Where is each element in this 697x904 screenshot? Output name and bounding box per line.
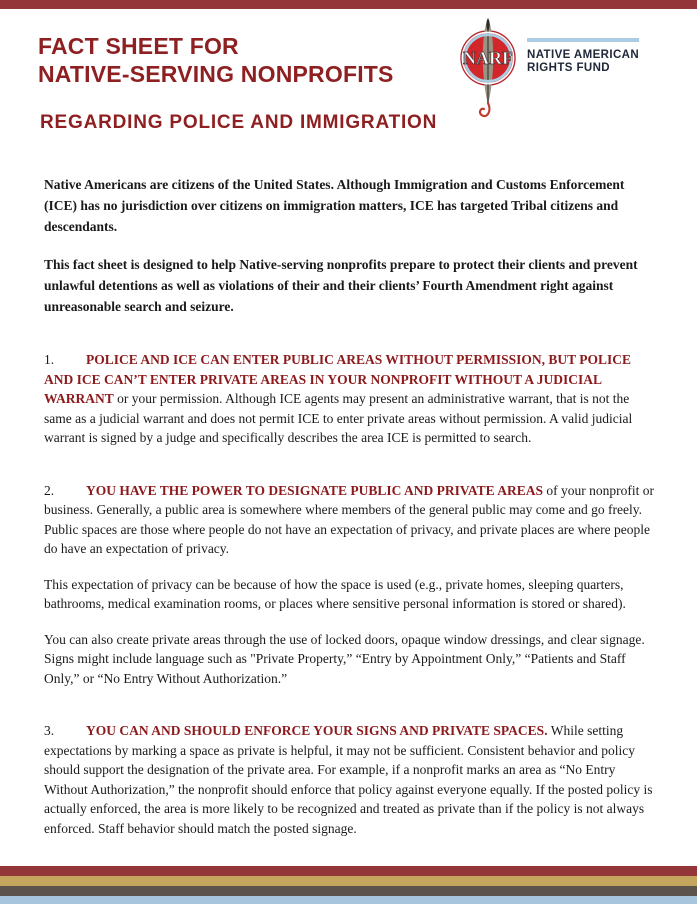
footer-stripes bbox=[0, 866, 697, 904]
section-1 bbox=[44, 350, 657, 448]
footer-stripe-gray bbox=[0, 886, 697, 896]
section-1-lead bbox=[44, 350, 657, 448]
section-2-body: of your nonprofit or business. Generally, a public area is somewhere where members of the general public may come and go freely. Public spaces are those where people do not have an expectation of privacy, and private places are where people do have an expectation of privacy. bbox=[44, 482, 654, 556]
section-3-heading: YOU CAN AND SHOULD ENFORCE YOUR SIGNS AND PRIVATE SPACES. bbox=[86, 723, 548, 738]
header bbox=[0, 0, 697, 134]
section-2-number: 2. bbox=[44, 482, 55, 498]
section-3 bbox=[44, 721, 657, 838]
intro-paragraph-2: This fact sheet is designed to help Native-serving nonprofits prepare to protect their clients and prevent unlawful detentions as well as violations of their and their clients’ Fourth Amendment right against unreasonable search and seizure. bbox=[44, 257, 638, 314]
intro-paragraph-1: Native Americans are citizens of the United States. Although Immigration and Customs Enforcement (ICE) has no jurisdiction over citizens on immigration matters, ICE has targeted Tribal citizens and descendants. bbox=[44, 177, 625, 234]
section-3-body: While setting expectations by marking a space as private is helpful, it may not be sufficient. Consistent behavior and policy should support the designation of the private area. For example, if a nonprofit marks an area as “No Entry Without Authorization,” the nonprofit should enforce that policy against everyone equally. If the posted policy is actually enforced, the area is more likely to be recognized and treated as private than if the policy is not always enforced. Staff behavior should match the posted signage. bbox=[44, 723, 653, 836]
footer-stripe-blue bbox=[0, 896, 697, 904]
org-name-line2: RIGHTS FUND bbox=[527, 62, 610, 74]
footer-stripe-gold bbox=[0, 876, 697, 886]
org-name bbox=[527, 49, 667, 75]
section-3-number: 3. bbox=[44, 723, 55, 738]
section-2-paragraph-3: You can also create private areas through the use of locked doors, opaque window dressings, and clear signage. Signs might include language such as "Private Property,” “Entry by Appointment Only,” “Patients and Staff Only,” or “No Entry Without Authorization.” bbox=[44, 631, 645, 686]
section-2-heading: YOU HAVE THE POWER TO DESIGNATE PUBLIC AND PRIVATE AREAS bbox=[86, 482, 543, 498]
org-name-block bbox=[527, 38, 667, 75]
narf-seal-icon bbox=[452, 12, 524, 124]
section-2 bbox=[44, 481, 657, 689]
intro-block bbox=[44, 174, 657, 317]
section-2-lead bbox=[44, 481, 657, 559]
section-1-heading: POLICE AND ICE CAN ENTER PUBLIC AREAS WITHOUT PERMISSION, BUT POLICE AND ICE CAN’T ENTER PRIVATE AREAS IN YOUR NONPROFIT WITHOUT A JUDICIAL WARRANT bbox=[44, 352, 631, 406]
section-2-paragraph-2: This expectation of privacy can be because of how the space is used (e.g., private homes, sleeping quarters, bathrooms, medical examination rooms, or places where sensitive personal information is stored or shared). bbox=[44, 576, 626, 611]
narf-logo bbox=[452, 12, 682, 124]
narf-acronym-text: NARF bbox=[463, 48, 513, 68]
section-3-lead bbox=[44, 721, 657, 838]
page-title-line2: NATIVE-SERVING NONPROFITS bbox=[38, 61, 394, 87]
section-1-number: 1. bbox=[44, 352, 55, 367]
footer-stripe-maroon bbox=[0, 866, 697, 876]
page-title-line1: FACT SHEET FOR bbox=[38, 33, 239, 59]
section-1-body: or your permission. Although ICE agents may present an administrative warrant, that is not the same as a judicial warrant and does not permit ICE to enter private areas without permission. A valid judicial warrant is signed by a judge and specifically describes the area ICE is permitted to search. bbox=[44, 391, 633, 445]
org-name-line1: NATIVE AMERICAN bbox=[527, 49, 640, 61]
document-body bbox=[0, 134, 697, 838]
org-rule bbox=[527, 38, 639, 42]
page-subtitle: REGARDING POLICE AND IMMIGRATION bbox=[40, 112, 438, 133]
